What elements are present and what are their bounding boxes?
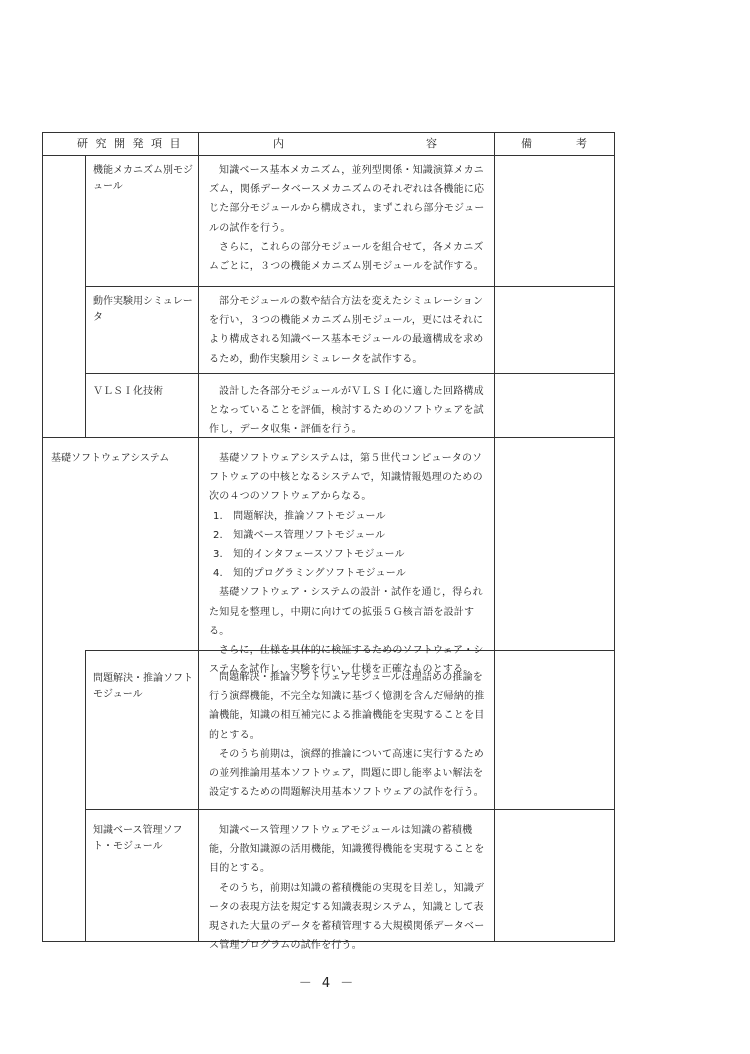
- paragraph: 知識ベース管理ソフトウェアモジュールは知識の蓄積機能，分散知識源の活用機能，知識獲得機能を実現することを目的とする。: [209, 825, 485, 875]
- plan-table: [42, 132, 615, 952]
- row-content-mechanism-module: [209, 161, 489, 276]
- paragraph: 設計した各部分モジュールがＶＬＳＩ化に適した回路構成となっていることを評価，検討するためのソフトウェアを試作し，データ収集・評価を行う。: [209, 386, 484, 436]
- row-item-simulator: 動作実験用シミュレータ: [93, 296, 193, 323]
- row-content-vlsi: [209, 382, 489, 440]
- row-item-vlsi: ＶＬＳＩ化技術: [93, 386, 163, 397]
- paragraph: 部分モジュールの数や結合方法を変えたシミュレーションを行い，３つの機能メカニズム別モジュール，更にはそれにより構成される知識ベース基本モジュールの最適構成を求めるため，動作実験用シミュレータを試作する。: [209, 296, 484, 365]
- row-item-kb-module: 知識ベース管理ソフト・モジュール: [93, 825, 183, 852]
- row-rule: [85, 286, 614, 287]
- paragraph: 基礎ソフトウェア・システムの設計・試作を通じ，得られた知見を整理し，中期に向けての拡張５Ｇ核言語を設計する。: [209, 587, 483, 637]
- paragraph: さらに，これらの部分モジュールを組合せて，各メカニズムごとに，３つの機能メカニズム別モジュールを試作する。: [209, 241, 484, 273]
- paragraph: そのうち，前期は知識の蓄積機能の実現を目差し，知識データの表現方法を規定する知識表現システム，知識として表現された大量のデータを蓄積管理する大規模関係データベース管理プログラムの試作を行う。: [209, 882, 485, 952]
- row-content-kb-module: [209, 821, 489, 955]
- list-item: 3. 知的インタフェースソフトモジュール: [213, 549, 405, 561]
- header-content-a: 内: [273, 137, 286, 150]
- row-item-basic-software: 基礎ソフトウェアシステム: [51, 453, 170, 464]
- header-item: 研 究 開 発 項 目: [77, 137, 183, 150]
- list-item: 4. 知的プログラミングソフトモジュール: [213, 568, 406, 580]
- col-divider-sub: [85, 155, 86, 437]
- header-rule: [43, 155, 614, 156]
- col-divider-item: [198, 133, 199, 942]
- paragraph: 知識ベース基本メカニズム，並列型関係・知識演算メカニズム，関係データベースメカニズムのそれぞれは各機能に応じた部分モジュールから構成され，まずこれら部分モジュールの試作を行う。: [209, 165, 485, 234]
- col-divider-content: [494, 133, 495, 942]
- row-rule: [85, 373, 614, 374]
- row-item-mechanism-module: 機能メカニズム別モジュール: [93, 165, 193, 192]
- header-content-b: 容: [426, 137, 439, 150]
- page-number: － 4 －: [298, 976, 357, 991]
- list-item: 2. 知識ベース管理ソフトモジュール: [213, 529, 386, 541]
- paragraph: 問題解決・推論ソフトウェアモジュールは理詰めの推論を行う演繹機能，不完全な知識に基づく憶測を含んだ帰納的推論機能，知識の相互補完による推論機能を実現することを目的とする。: [209, 672, 485, 741]
- header-notes-a: 備: [521, 137, 534, 150]
- row-rule: [85, 809, 614, 810]
- row-content-inference-module: [209, 668, 489, 802]
- row-content-simulator: [209, 292, 489, 369]
- row-content-basic-software: [209, 449, 491, 679]
- list-item: 1. 問題解決，推論ソフトモジュール: [213, 510, 386, 522]
- paragraph: そのうち前期は，演繹的推論について高速に実行するための並列推論用基本ソフトウェア，問題に即し能率よい解法を設定するための問題解決用基本ソフトウェアの試作を行う。: [209, 748, 484, 799]
- col-divider-sub: [85, 650, 86, 942]
- paragraph: 基礎ソフトウェアシステムは，第５世代コンピュータのソフトウェアの中核となるシステムで，知識情報処理のための次の４つのソフトウェアからなる。: [209, 453, 483, 503]
- paragraph: さらに，仕様を具体的に検証するためのソフトウェア・システムを試作し，実験を行い，仕様を正確なものとする。: [209, 645, 484, 676]
- header-notes-b: 考: [576, 137, 589, 150]
- row-item-inference-module: 問題解決・推論ソフトモジュール: [93, 673, 193, 700]
